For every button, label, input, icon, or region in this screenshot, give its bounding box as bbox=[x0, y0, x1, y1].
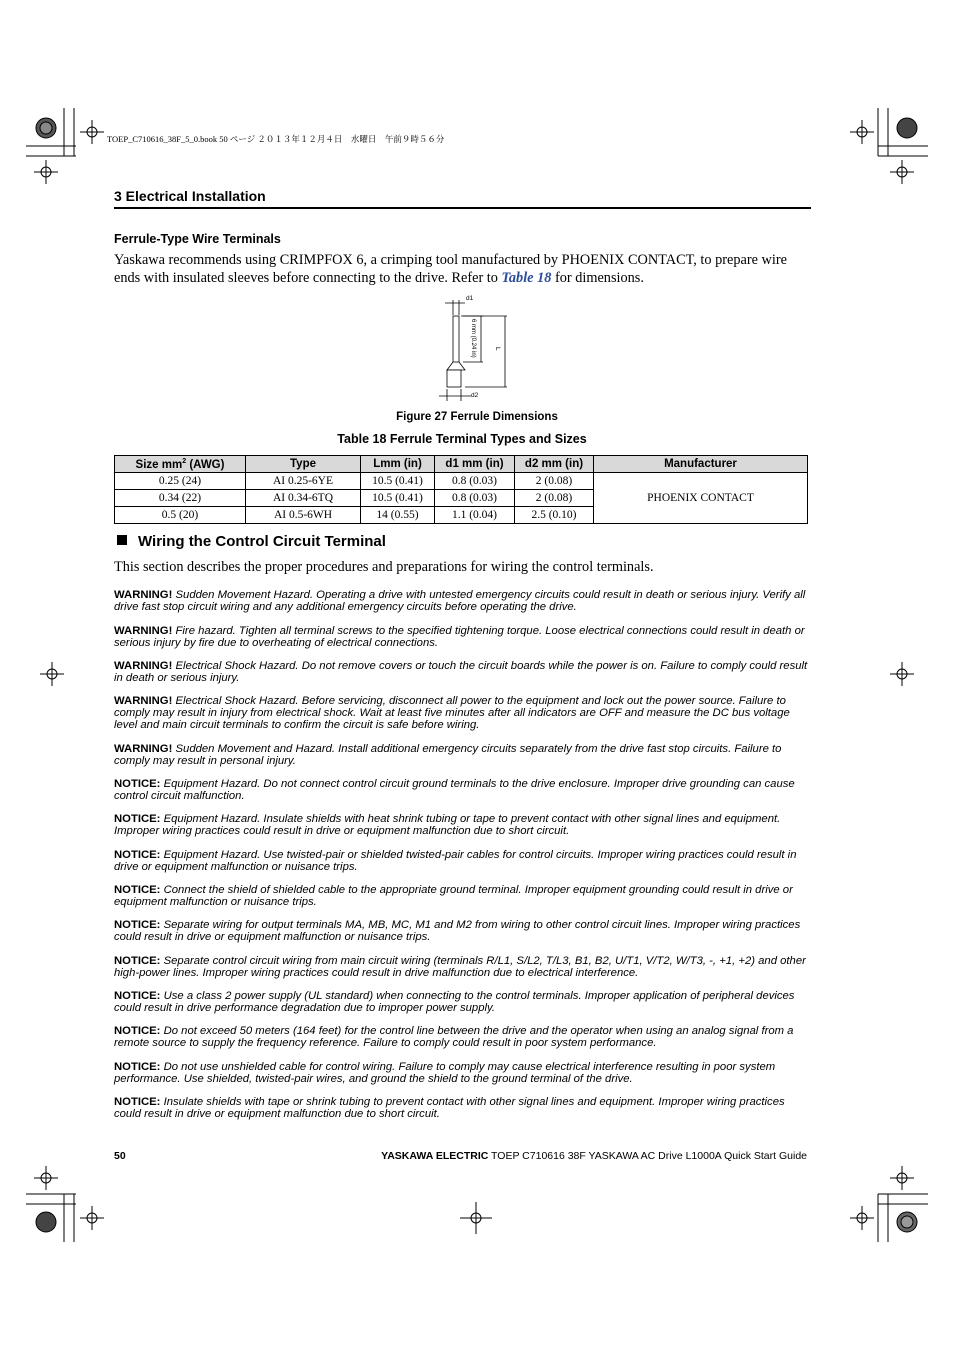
note-text: Sudden Movement Hazard. Operating a drive with untested emergency circuits could result in death or serious injury. Verify all drive fast stop circuit wiring and any additional emergency circuits before operating the drive. bbox=[114, 589, 806, 613]
cell: 0.8 (0.03) bbox=[435, 473, 515, 490]
dimension-label: 6 mm (0.24 in) bbox=[470, 319, 476, 358]
footer-doc-title: TOEP C710616 38F YASKAWA AC Drive L1000A Quick Start Guide bbox=[488, 1150, 807, 1162]
control-heading-text: Wiring the Control Circuit Terminal bbox=[138, 533, 386, 550]
note-text: Electrical Shock Hazard. Before servicing, disconnect all power to the equipment and lock out the power source. Failure to comply may result in injury from electrical shock. Wait at least five minutes after all indicators are OFF and measure the DC bus voltage level and main circuit terminals to confirm the circuit is safe before wiring. bbox=[114, 695, 790, 731]
note-label: NOTICE: bbox=[114, 1096, 161, 1108]
note-text: Use a class 2 power supply (UL standard) when connecting to the control terminals. Improper application of peripheral devices could result in drive performance degradation due to improper power supply. bbox=[114, 990, 795, 1014]
cell: 2 (0.08) bbox=[515, 473, 594, 490]
ferrule-diagram bbox=[425, 292, 535, 407]
note-label: NOTICE: bbox=[114, 990, 161, 1002]
col-size: Size $mm^2$ (AWG) bbox=[115, 456, 246, 473]
note-label: WARNING! bbox=[114, 625, 173, 637]
note-text: Equipment Hazard. Do not connect control circuit ground terminals to the drive enclosure. Improper drive grounding can cause control circuit malfunction. bbox=[114, 778, 795, 802]
col-d1: d1 mm (in) bbox=[435, 456, 515, 473]
note-block bbox=[114, 1061, 814, 1085]
footer-brand: YASKAWA ELECTRIC bbox=[381, 1150, 489, 1162]
note-block bbox=[114, 1096, 814, 1120]
note-label: NOTICE: bbox=[114, 778, 161, 790]
table-18-link[interactable]: Table 18 bbox=[501, 269, 552, 286]
note-label: NOTICE: bbox=[114, 813, 161, 825]
note-block bbox=[114, 589, 814, 613]
cell: 10.5 (0.41) bbox=[361, 473, 435, 490]
footer-doc bbox=[381, 1150, 807, 1162]
section-title: 3 Electrical Installation bbox=[114, 188, 266, 204]
note-label: NOTICE: bbox=[114, 1061, 161, 1073]
col-type: Type bbox=[246, 456, 361, 473]
note-label: NOTICE: bbox=[114, 884, 161, 896]
note-label: WARNING! bbox=[114, 660, 173, 672]
manufacturer-cell: PHOENIX CONTACT bbox=[594, 473, 808, 524]
cell: 10.5 (0.41) bbox=[361, 490, 435, 507]
ferrule-intro bbox=[114, 252, 814, 287]
d2-label: d2 bbox=[471, 392, 479, 399]
cell: AI 0.34-6TQ bbox=[246, 490, 361, 507]
note-label: NOTICE: bbox=[114, 919, 161, 931]
cell: 1.1 (0.04) bbox=[435, 507, 515, 524]
cell: 2.5 (0.10) bbox=[515, 507, 594, 524]
book-header: TOEP_C710616_38F_5_0.book 50 ページ ２０１３年１２月４日 水曜日 午前９時５６分 bbox=[107, 134, 445, 144]
note-label: WARNING! bbox=[114, 743, 173, 755]
note-text: Equipment Hazard. Use twisted-pair or shielded twisted-pair cables for control circuits. Improper wiring practices could result in drive or equipment malfunction or nuisance trips. bbox=[114, 849, 797, 873]
note-block bbox=[114, 660, 814, 684]
note-block bbox=[114, 919, 814, 943]
note-text: Electrical Shock Hazard. Do not remove covers or touch the circuit boards while the power is on. Failure to comply could result in death or serious injury. bbox=[114, 660, 808, 684]
note-block bbox=[114, 884, 814, 908]
note-block bbox=[114, 813, 814, 837]
note-text: Equipment Hazard. Insulate shields with heat shrink tubing or tape to prevent contact with other signal lines and equipment. Improper wiring practices could result in drive or equipment malfunction due to short circuit. bbox=[114, 813, 781, 837]
intro-text-end: for dimensions. bbox=[551, 269, 644, 286]
intro-text: Yaskawa recommends using CRIMPFOX 6, a crimping tool manufactured by PHOENIX CONTACT, to prepare wire ends with insulated sleeves before connecting to the drive. Refer to bbox=[114, 252, 787, 286]
note-block bbox=[114, 955, 814, 979]
table-header-row bbox=[115, 456, 808, 473]
cell: 0.34 (22) bbox=[115, 490, 246, 507]
cell: AI 0.5-6WH bbox=[246, 507, 361, 524]
d1-label: d1 bbox=[466, 295, 474, 302]
table-row bbox=[115, 473, 808, 490]
col-manufacturer: Manufacturer bbox=[594, 456, 808, 473]
note-block bbox=[114, 1025, 814, 1049]
note-text: Sudden Movement and Hazard. Install additional emergency circuits separately from the drive fast stop circuits. Failure to comply may result in personal injury. bbox=[114, 743, 782, 767]
note-text: Separate wiring for output terminals MA, MB, MC, M1 and M2 from wiring to other control circuit lines. Improper wiring practices could result in drive or equipment malfunction or nuisance trips. bbox=[114, 919, 801, 943]
note-block bbox=[114, 778, 814, 802]
figure-caption: Figure 27 Ferrule Dimensions bbox=[396, 411, 558, 423]
ferrule-heading: Ferrule-Type Wire Terminals bbox=[114, 232, 281, 246]
note-label: WARNING! bbox=[114, 695, 173, 707]
note-text: Connect the shield of shielded cable to the appropriate ground terminal. Improper equipment grounding could result in drive or equipment malfunction or nuisance trips. bbox=[114, 884, 793, 908]
col-d2: d2 mm (in) bbox=[515, 456, 594, 473]
page-number: 50 bbox=[114, 1150, 126, 1162]
note-label: NOTICE: bbox=[114, 849, 161, 861]
length-label: L bbox=[494, 347, 501, 351]
cell: 14 (0.55) bbox=[361, 507, 435, 524]
note-label: WARNING! bbox=[114, 589, 173, 601]
note-text: Fire hazard. Tighten all terminal screws to the specified tightening torque. Loose electrical connections could result in death or serious injury by fire due to overheating of electrical connections. bbox=[114, 625, 805, 649]
cell: AI 0.25-6YE bbox=[246, 473, 361, 490]
header-rule bbox=[114, 207, 811, 209]
cell: 0.5 (20) bbox=[115, 507, 246, 524]
cell: 0.8 (0.03) bbox=[435, 490, 515, 507]
note-label: NOTICE: bbox=[114, 955, 161, 967]
note-text: Insulate shields with tape or shrink tubing to prevent contact with other signal lines and equipment. Improper wiring practices could result in drive or equipment malfunction due to short circuit. bbox=[114, 1096, 785, 1120]
note-text: Separate control circuit wiring from main circuit wiring (terminals R/L1, S/L2, T/L3, B1, B2, U/T1, V/T2, W/T3, -, +1, +2) and other high-power lines. Improper wiring practices could result in drive malfunction due to electrical interference. bbox=[114, 955, 806, 979]
cell: 0.25 (24) bbox=[115, 473, 246, 490]
control-heading bbox=[117, 533, 386, 550]
col-length: Lmm (in) bbox=[361, 456, 435, 473]
control-intro: This section describes the proper procedures and preparations for wiring the control terminals. bbox=[114, 559, 654, 575]
note-block bbox=[114, 743, 814, 767]
note-text: Do not exceed 50 meters (164 feet) for the control line between the drive and the operator when using an analog signal from a remote source to supply the frequency reference. Failure to comply could result in poor system performance. bbox=[114, 1025, 794, 1049]
note-block bbox=[114, 849, 814, 873]
note-text: Do not use unshielded cable for control wiring. Failure to comply may cause electrical interference resulting in poor system performance. Use shielded, twisted-pair wires, and ground the shield to the ground terminal of the drive. bbox=[114, 1061, 776, 1085]
table-caption: Table 18 Ferrule Terminal Types and Sizes bbox=[337, 432, 587, 446]
note-block bbox=[114, 695, 814, 731]
note-label: NOTICE: bbox=[114, 1025, 161, 1037]
bullet-square-icon bbox=[117, 535, 127, 545]
ferrule-table bbox=[114, 455, 808, 524]
cell: 2 (0.08) bbox=[515, 490, 594, 507]
note-block bbox=[114, 625, 814, 649]
note-block bbox=[114, 990, 814, 1014]
